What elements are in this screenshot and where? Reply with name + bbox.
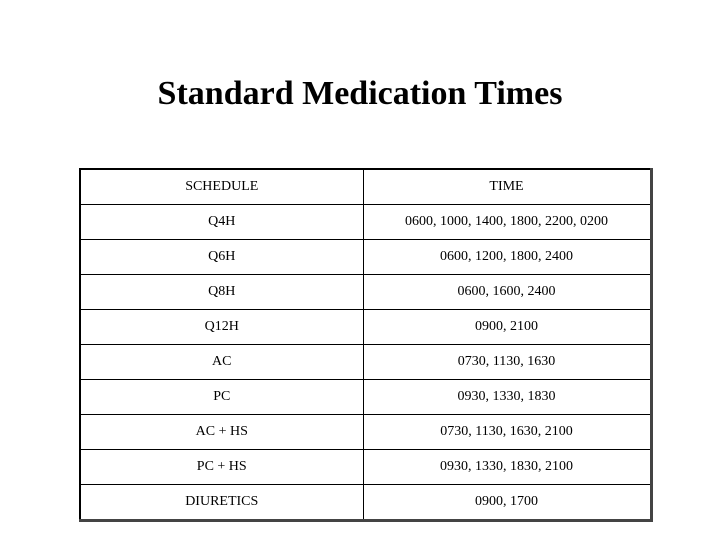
schedule-cell: DIURETICS xyxy=(80,485,363,521)
time-cell: 0930, 1330, 1830, 2100 xyxy=(363,450,651,485)
time-cell: 0930, 1330, 1830 xyxy=(363,380,651,415)
table-row xyxy=(80,205,651,240)
schedule-cell: Q12H xyxy=(80,310,363,345)
table-row xyxy=(80,345,651,380)
table-row xyxy=(80,450,651,485)
time-cell: 0600, 1200, 1800, 2400 xyxy=(363,240,651,275)
schedule-cell: PC xyxy=(80,380,363,415)
schedule-cell: Q6H xyxy=(80,240,363,275)
medication-times-table xyxy=(79,168,653,522)
schedule-cell: AC xyxy=(80,345,363,380)
table-row xyxy=(80,240,651,275)
time-cell: 0600, 1600, 2400 xyxy=(363,275,651,310)
time-cell: 0730, 1130, 1630 xyxy=(363,345,651,380)
table-row xyxy=(80,275,651,310)
table-row xyxy=(80,415,651,450)
table-header-row xyxy=(80,169,651,205)
time-cell: 0900, 2100 xyxy=(363,310,651,345)
time-cell: 0600, 1000, 1400, 1800, 2200, 0200 xyxy=(363,205,651,240)
time-cell: 0730, 1130, 1630, 2100 xyxy=(363,415,651,450)
schedule-cell: AC + HS xyxy=(80,415,363,450)
table-row xyxy=(80,380,651,415)
column-header-schedule: SCHEDULE xyxy=(80,169,363,205)
schedule-cell: Q8H xyxy=(80,275,363,310)
column-header-time: TIME xyxy=(363,169,651,205)
table-row xyxy=(80,310,651,345)
time-cell: 0900, 1700 xyxy=(363,485,651,521)
schedule-cell: Q4H xyxy=(80,205,363,240)
page-title: Standard Medication Times xyxy=(157,75,563,112)
table-row xyxy=(80,485,651,521)
schedule-cell: PC + HS xyxy=(80,450,363,485)
